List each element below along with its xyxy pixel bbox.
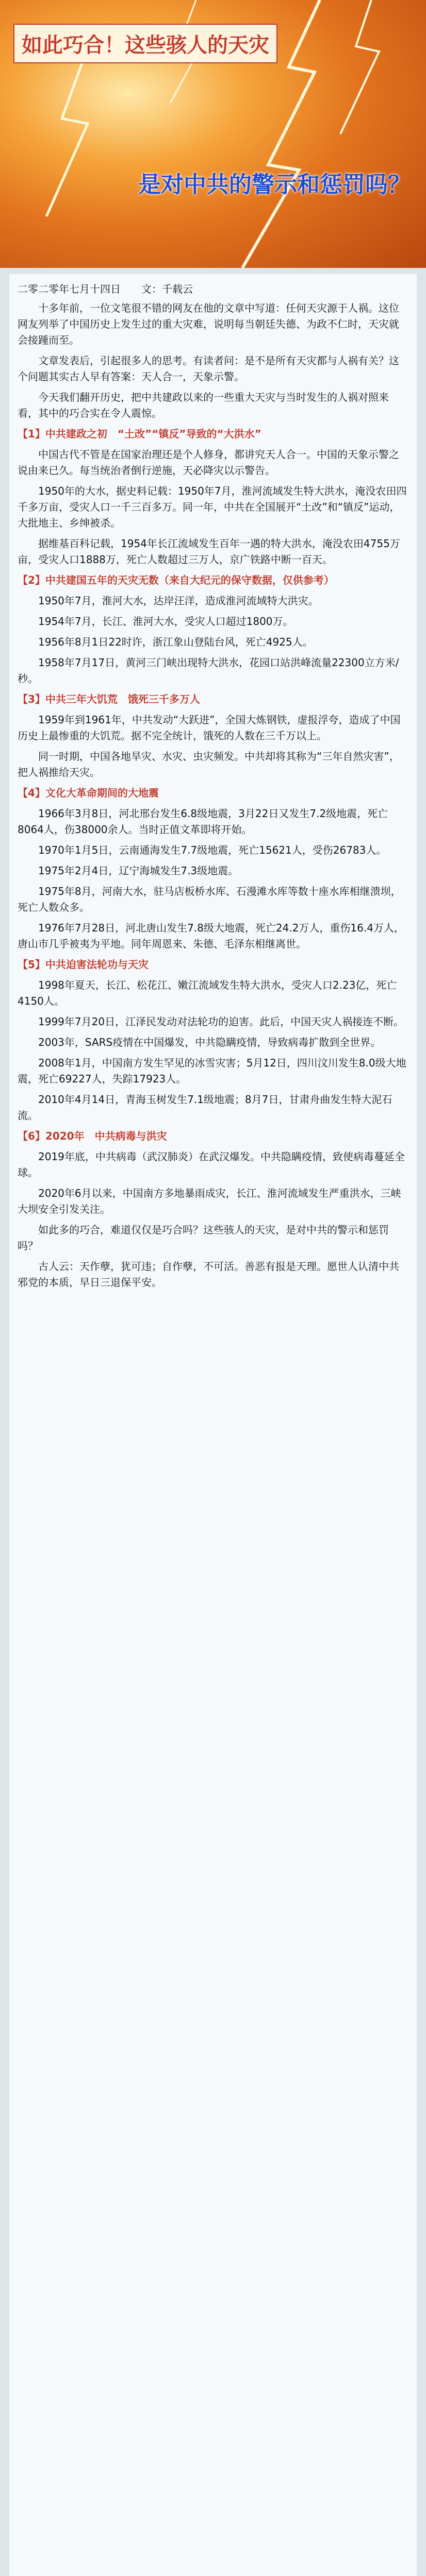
byline: 二零二零年七月十四日 文：千载云	[18, 283, 193, 295]
banner-title-box	[13, 24, 277, 63]
paragraph: 1970年1月5日，云南通海发生7.7级地震，死亡15621人，受伤26783人。	[38, 844, 387, 856]
section-heading: 【1】中共建政之初 “土改”“镇反”导致的“大洪水”	[18, 428, 261, 440]
paragraph: 1998年夏天，长江、松花江、嫩江流域发生特大洪水，受灾人口2.23亿，死亡4150人。	[18, 979, 397, 1007]
paragraph: 如此多的巧合，难道仅仅是巧合吗？这些骇人的天灾，是对中共的警示和惩罚吗？	[18, 1224, 389, 1252]
paragraph: 1956年8月1日22时许，浙江象山登陆台风，死亡4925人。	[38, 636, 313, 648]
paragraph: 同一时期，中国各地旱灾、水灾、虫灾频发。中共却将其称为“三年自然灾害”，把人祸推给天灾。	[18, 750, 400, 778]
paragraph: 1959年到1961年，中共发动“大跃进”，全国大炼钢铁，虚报浮夸，造成了中国历史上最惨重的大饥荒。据不完全统计，饿死的人数在三千万以上。	[18, 714, 401, 742]
paragraph: 1954年7月，长江、淮河大水，受灾人口超过1800万。	[38, 615, 293, 628]
paragraph: 1976年7月28日，河北唐山发生7.8级大地震，死亡24.2万人，重伤16.4万人，唐山市几乎被夷为平地。同年周恩来、朱德、毛泽东相继离世。	[18, 922, 404, 950]
paragraph-list	[18, 300, 408, 1291]
paragraph: 今天我们翻开历史，把中共建政以来的一些重大天灾与当时发生的人祸对照来看，其中的巧合实在令人震惊。	[18, 391, 389, 419]
paragraph: 1999年7月20日，江泽民发动对法轮功的迫害。此后，中国天灾人祸接连不断。	[38, 1015, 404, 1028]
paragraph: 2010年4月14日，青海玉树发生7.1级地震；8月7日，甘肃舟曲发生特大泥石流。	[18, 1093, 392, 1122]
paragraph: 文章发表后，引起很多人的思考。有读者问：是不是所有天灾都与人祸有关？这个问题其实古人早有答案：天人合一，天象示警。	[18, 354, 399, 383]
paragraph: 1950年的大水，据史料记载：1950年7月，淮河流域发生特大洪水，淹没农田四千多万亩，受灾人口一千三百多万。同一年，中共在全国展开“土改”和“镇反”运动，大批地主、乡绅被杀。	[18, 485, 407, 529]
paragraph: 1975年2月4日，辽宁海城发生7.3级地震。	[38, 865, 239, 877]
paragraph: 十多年前，一位文笔很不错的网友在他的文章中写道：任何天灾源于人祸。这位网友列举了中国历史上发生过的重大灾难，说明每当朝廷失德、为政不仁时，天灾就会接踵而至。	[18, 302, 399, 346]
paragraph: 2003年，SARS疫情在中国爆发，中共隐瞒疫情，导致病毒扩散到全世界。	[38, 1036, 381, 1048]
paragraph: 中国古代不管是在国家治理还是个人修身，都讲究天人合一。中国的天象示警之说由来已久。每当统治者倒行逆施，天必降灾以示警告。	[18, 448, 399, 477]
section-heading: 【3】中共三年大饥荒 饿死三千多万人	[18, 693, 200, 705]
banner-title: 如此巧合！这些骇人的天灾	[22, 33, 269, 57]
paragraph: 1950年7月，淮河大水，达岸汪洋，造成淮河流域特大洪灾。	[38, 595, 319, 607]
paragraph: 1966年3月8日，河北邢台发生6.8级地震，3月22日又发生7.2级地震，死亡8064人，伤38000余人。当时正值文革即将开始。	[18, 807, 388, 836]
section-heading: 【2】中共建国五年的天灾无数（来自大纪元的保守数据，仅供参考）	[18, 574, 334, 586]
paragraph: 2008年1月，中国南方发生罕见的冰雪灾害；5月12日，四川汶川发生8.0级大地震，死亡69227人，失踪17923人。	[18, 1057, 406, 1085]
section-heading: 【6】2020年 中共病毒与洪灾	[18, 1130, 167, 1142]
paragraph: 2019年底，中共病毒（武汉肺炎）在武汉爆发。中共隐瞒疫情，致使病毒蔓延全球。	[18, 1150, 405, 1179]
paragraph: 据维基百科记载，1954年长江流域发生百年一遇的特大洪水，淹没农田4755万亩，受灾人口1888万，死亡人数超过三万人，京广铁路中断一百天。	[18, 537, 400, 566]
banner	[0, 0, 426, 268]
section-heading: 【5】中共迫害法轮功与天灾	[18, 958, 149, 971]
article-body	[9, 274, 417, 2576]
paragraph: 2020年6月以来，中国南方多地暴雨成灾，长江、淮河流域发生严重洪水，三峡大坝安全引发关注。	[18, 1187, 401, 1215]
paragraph: 古人云：天作孽，犹可违；自作孽，不可活。善恶有报是天理。愿世人认清中共邪党的本质，早日三退保平安。	[18, 1260, 399, 1289]
banner-subtitle: 是对中共的警示和惩罚吗？	[138, 172, 411, 198]
paragraph: 1975年8月，河南大水，驻马店板桥水库、石漫滩水库等数十座水库相继溃坝，死亡人数众多。	[18, 885, 401, 913]
paragraph: 1958年7月17日，黄河三门峡出现特大洪水，花园口站洪峰流量22300立方米/秒。	[18, 656, 399, 685]
section-heading: 【4】文化大革命期间的大地震	[18, 787, 159, 799]
